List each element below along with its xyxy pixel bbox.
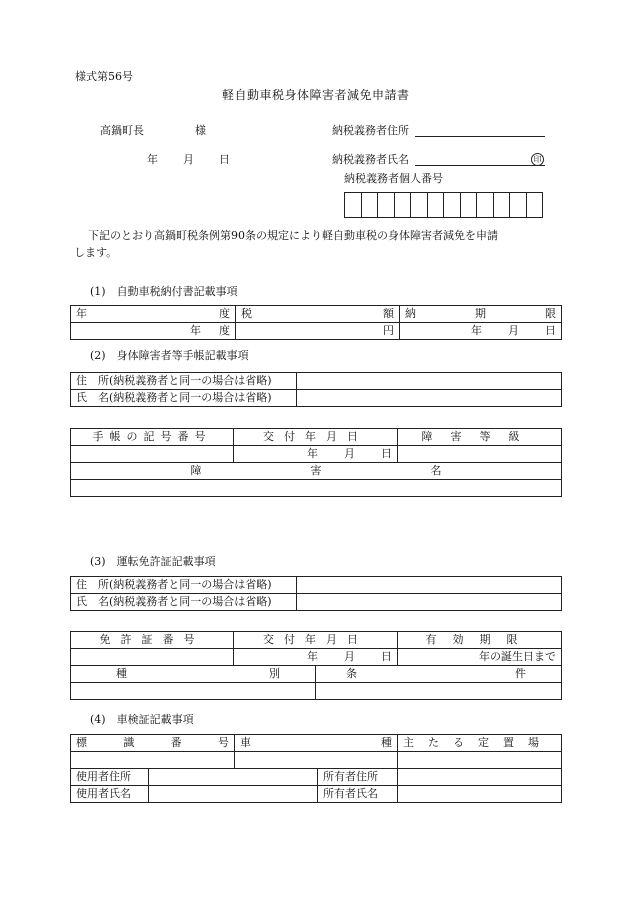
- number-box[interactable]: [427, 192, 445, 218]
- number-box[interactable]: [443, 192, 461, 218]
- number-box[interactable]: [526, 192, 544, 218]
- number-box[interactable]: [344, 192, 362, 218]
- form-number: 様式第56号: [75, 70, 133, 83]
- handbook-address-label: 住 所(納税義務者と同一の場合は省略): [71, 373, 297, 390]
- main-location-header: 主たる定置場: [398, 735, 562, 752]
- license-address-label: 住 所(納税義務者と同一の場合は省略): [71, 577, 297, 594]
- license-condition-field[interactable]: [316, 683, 562, 700]
- date-day: 日: [219, 153, 230, 166]
- disability-name-header: 障 害 名: [71, 463, 562, 480]
- issue-date-field[interactable]: 年 月 日: [234, 446, 398, 463]
- license-name-label: 氏 名(納税義務者と同一の場合は省略): [71, 594, 297, 611]
- seal-mark: 印: [531, 153, 544, 166]
- license-number-field[interactable]: [71, 649, 234, 666]
- tax-header: 税 額: [236, 306, 400, 323]
- section3-heading: (3) 運転免許証記載事項: [90, 555, 216, 568]
- handbook-holder-table: [70, 372, 562, 407]
- intro-text-line2: します。: [74, 246, 118, 259]
- license-table: [70, 631, 562, 700]
- date-year: 年: [147, 153, 158, 166]
- section1-heading: (1) 自動車税納付書記載事項: [90, 285, 238, 298]
- handbook-number-field[interactable]: [71, 446, 234, 463]
- license-type-field[interactable]: [71, 683, 316, 700]
- valid-until-field[interactable]: 年の誕生日まで: [398, 649, 562, 666]
- number-box[interactable]: [476, 192, 494, 218]
- number-box[interactable]: [460, 192, 478, 218]
- number-box[interactable]: [509, 192, 527, 218]
- disability-grade-field[interactable]: [398, 446, 562, 463]
- col-handbook-number: 手帳の記号番号: [71, 429, 234, 446]
- license-address-field[interactable]: [297, 577, 562, 594]
- license-holder-table: [70, 576, 562, 611]
- date-month: 月: [183, 153, 194, 166]
- owner-address-label: 所有者住所: [318, 769, 398, 786]
- col-issue-date: 交付年月日: [234, 429, 398, 446]
- vehicle-type-field[interactable]: [235, 752, 398, 769]
- number-box[interactable]: [493, 192, 511, 218]
- taxpayer-id-label: 納税義務者個人番号: [344, 172, 443, 185]
- vehicle-type-header: 車 種: [235, 735, 398, 752]
- col-license-issue-date: 交付年月日: [234, 632, 398, 649]
- col-valid-until: 有効期限: [398, 632, 562, 649]
- taxpayer-name-field[interactable]: [415, 165, 545, 166]
- number-box[interactable]: [361, 192, 379, 218]
- main-location-field[interactable]: [398, 752, 562, 769]
- user-name-field[interactable]: [149, 786, 318, 803]
- col-license-number: 免許証番号: [71, 632, 234, 649]
- plate-number-field[interactable]: [71, 752, 235, 769]
- user-address-field[interactable]: [149, 769, 318, 786]
- number-box[interactable]: [394, 192, 412, 218]
- user-name-label: 使用者氏名: [71, 786, 149, 803]
- tax-notice-table: [70, 305, 562, 340]
- taxpayer-address-label: 納税義務者住所: [332, 124, 409, 137]
- handbook-name-label: 氏 名(納税義務者と同一の場合は省略): [71, 390, 297, 407]
- addressee-honorific: 様: [195, 124, 206, 137]
- taxpayer-address-field[interactable]: [415, 136, 545, 137]
- owner-name-field[interactable]: [398, 786, 562, 803]
- form-title: 軽自動車税身体障害者減免申請書: [222, 88, 410, 102]
- taxpayer-name-label: 納税義務者氏名: [332, 153, 409, 166]
- handbook-name-field[interactable]: [297, 390, 562, 407]
- number-box[interactable]: [410, 192, 428, 218]
- deadline-field[interactable]: 年 月 日: [400, 323, 562, 340]
- disability-name-field[interactable]: [71, 480, 562, 497]
- year-field[interactable]: 年 度: [71, 323, 236, 340]
- deadline-header: 納 期 限: [400, 306, 562, 323]
- license-condition-header: 条 件: [316, 666, 562, 683]
- individual-number-boxes[interactable]: [345, 192, 543, 218]
- section4-heading: (4) 車検証記載事項: [90, 713, 194, 726]
- owner-name-label: 所有者氏名: [318, 786, 398, 803]
- year-header: 年 度: [71, 306, 236, 323]
- tax-amount-field[interactable]: 円: [236, 323, 400, 340]
- section2-heading: (2) 身体障害者等手帳記載事項: [90, 349, 249, 362]
- license-type-header: 種 別: [71, 666, 316, 683]
- intro-text-line1: 下記のとおり高鍋町税条例第90条の規定により軽自動車税の身体障害者減免を申請: [88, 229, 498, 242]
- number-box[interactable]: [377, 192, 395, 218]
- vehicle-inspection-table: [70, 734, 562, 803]
- user-address-label: 使用者住所: [71, 769, 149, 786]
- handbook-table: [70, 428, 562, 497]
- col-disability-grade: 障害等級: [398, 429, 562, 446]
- plate-number-header: 標 識 番 号: [71, 735, 235, 752]
- handbook-address-field[interactable]: [297, 373, 562, 390]
- owner-address-field[interactable]: [398, 769, 562, 786]
- addressee-town: 高鍋町長: [100, 124, 144, 137]
- license-issue-date-field[interactable]: 年 月 日: [234, 649, 398, 666]
- license-name-field[interactable]: [297, 594, 562, 611]
